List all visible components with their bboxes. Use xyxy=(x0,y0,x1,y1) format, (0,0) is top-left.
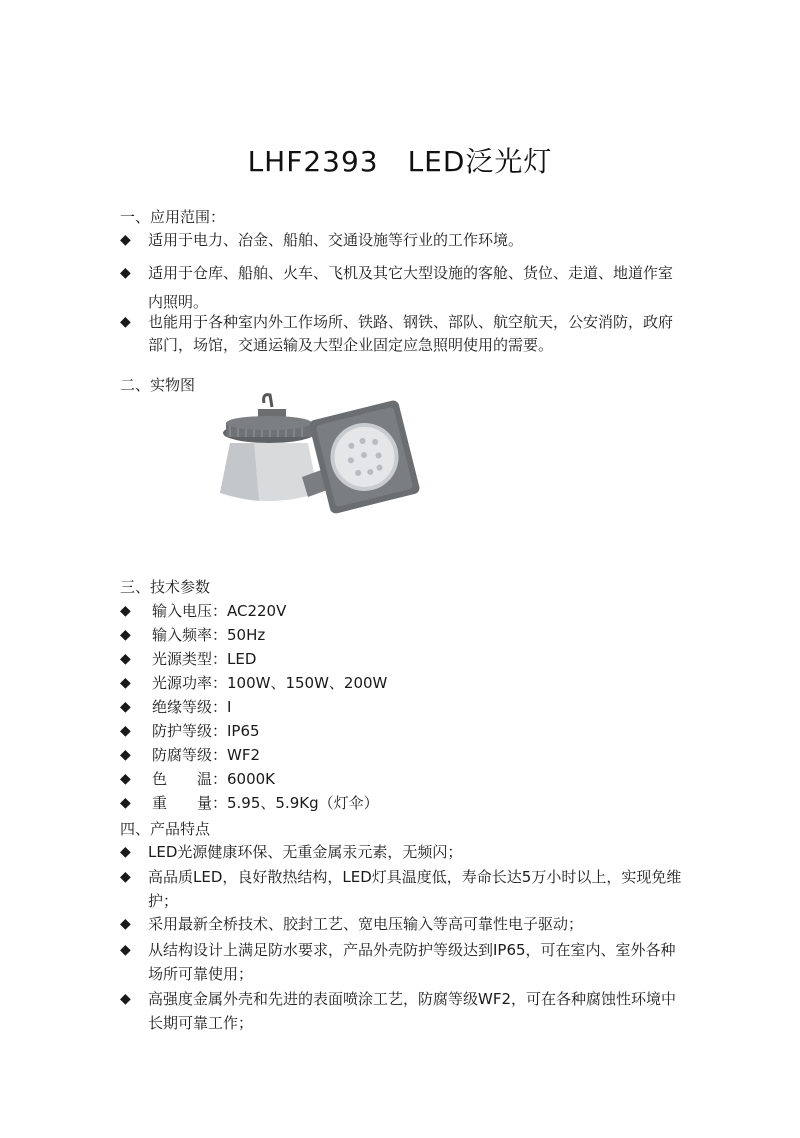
diamond-bullet-icon: ◆ xyxy=(120,651,131,667)
spec-row: ◆ 光源类型：LED xyxy=(120,648,685,671)
flood-lamp-image xyxy=(302,399,420,514)
section-heading-features: 四、产品特点 xyxy=(120,820,211,838)
spec-row: ◆ 色 温：6000K xyxy=(120,768,685,791)
spec-row: ◆ 光源功率：100W、150W、200W xyxy=(120,672,685,695)
spec-row: ◆ 输入频率：50Hz xyxy=(120,624,685,647)
spec-row: ◆ 防护等级：IP65 xyxy=(120,720,685,743)
diamond-bullet-icon: ◆ xyxy=(120,771,131,787)
diamond-bullet-icon: ◆ xyxy=(120,991,131,1007)
diamond-bullet-icon: ◆ xyxy=(120,916,131,932)
section-heading-application: 一、应用范围： xyxy=(120,208,226,226)
list-item: ◆ LED光源健康环保、无重金属汞元素，无频闪； xyxy=(120,841,685,864)
list-item: ◆ 适用于仓库、船舶、火车、飞机及其它大型设施的客舱、货位、走道、地道作室内照明。 xyxy=(120,259,685,317)
diamond-bullet-icon: ◆ xyxy=(120,942,131,958)
product-photo xyxy=(214,385,420,535)
spec-row: ◆ 输入电压：AC220V xyxy=(120,600,685,623)
diamond-bullet-icon: ◆ xyxy=(120,747,131,763)
diamond-bullet-icon: ◆ xyxy=(120,723,131,739)
list-item: ◆ 从结构设计上满足防水要求，产品外壳防护等级达到IP65，可在室内、室外各种场所可靠使用； xyxy=(120,938,685,986)
spec-row: ◆ 重 量：5.95、5.9Kg（灯伞） xyxy=(120,792,685,815)
diamond-bullet-icon: ◆ xyxy=(120,699,131,715)
list-item: ◆ 高品质LED，良好散热结构，LED灯具温度低，寿命长达5万小时以上，实现免维护； xyxy=(120,865,685,913)
section-heading-photo: 二、实物图 xyxy=(120,376,196,394)
list-item: ◆ 采用最新全桥技术、胶封工艺、宽电压输入等高可靠性电子驱动； xyxy=(120,913,685,936)
diamond-bullet-icon: ◆ xyxy=(120,314,131,330)
section-heading-specs: 三、技术参数 xyxy=(120,578,211,596)
high-bay-lamp-image xyxy=(220,395,318,501)
page-title: LHF2393 LED泛光灯 xyxy=(247,145,553,178)
spec-row: ◆ 防腐等级：WF2 xyxy=(120,744,685,767)
diamond-bullet-icon: ◆ xyxy=(120,627,131,643)
diamond-bullet-icon: ◆ xyxy=(120,844,131,860)
diamond-bullet-icon: ◆ xyxy=(120,675,131,691)
diamond-bullet-icon: ◆ xyxy=(120,869,131,885)
diamond-bullet-icon: ◆ xyxy=(120,795,131,811)
diamond-bullet-icon: ◆ xyxy=(120,232,131,248)
diamond-bullet-icon: ◆ xyxy=(120,265,131,281)
spec-row: ◆ 绝缘等级：I xyxy=(120,696,685,719)
diamond-bullet-icon: ◆ xyxy=(120,603,131,619)
list-item: ◆ 适用于电力、冶金、船舶、交通设施等行业的工作环境。 xyxy=(120,229,685,252)
list-item: ◆ 高强度金属外壳和先进的表面喷涂工艺，防腐等级WF2，可在各种腐蚀性环境中长期可靠工作； xyxy=(120,987,685,1035)
list-item: ◆ 也能用于各种室内外工作场所、铁路、钢铁、部队、航空航天，公安消防，政府部门，场馆，交通运输及大型企业固定应急照明使用的需要。 xyxy=(120,313,674,354)
